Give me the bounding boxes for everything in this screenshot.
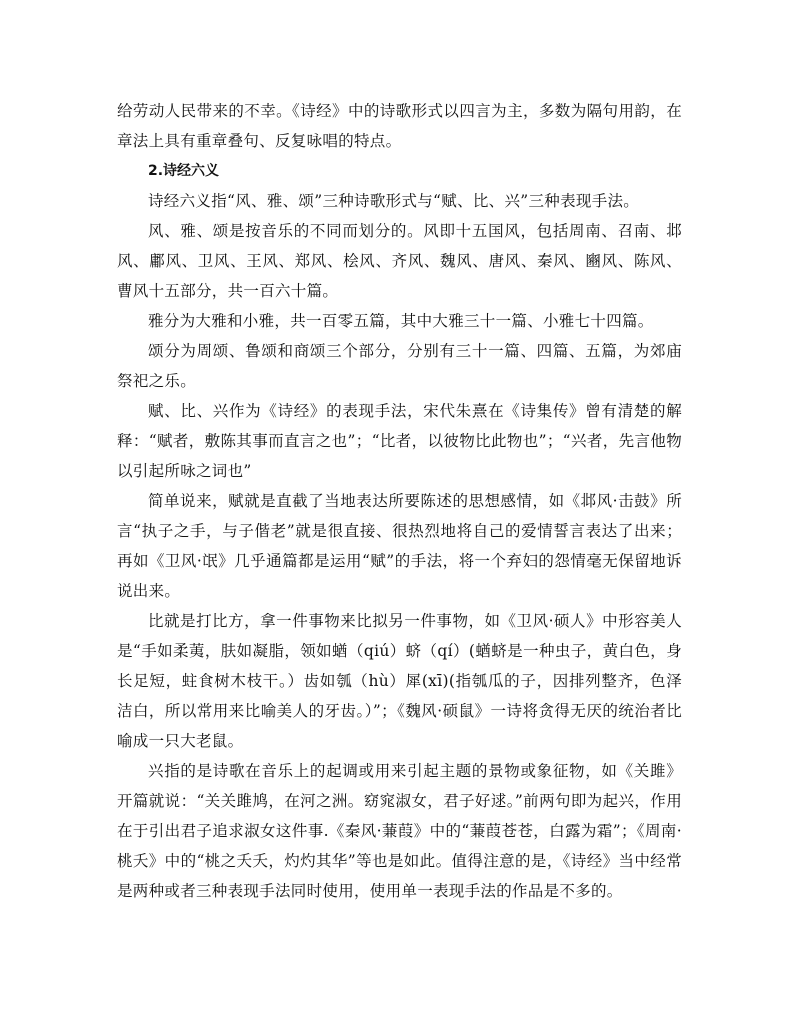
paragraph-song: 颂分为周颂、鲁颂和商颂三个部分，分别有三十一篇、四篇、五篇，为郊庙祭祀之乐。 <box>117 342 682 390</box>
section-heading: 2.诗经六义 <box>148 163 220 179</box>
paragraph-fu-bi-xing: 赋、比、兴作为《诗经》的表现手法，宋代朱熹在《诗集传》曾有清楚的解释：“赋者，敷陈其事而直言之也”；“比者，以彼物比此物也”；“兴者，先言他物以引起所咏之词也” <box>117 402 682 480</box>
article-body <box>117 96 682 906</box>
paragraph-intro-continued: 给劳动人民带来的不幸。《诗经》中的诗歌形式以四言为主，多数为隔句用韵，在章法上具有重章叠句、反复咏唱的特点。 <box>117 102 682 150</box>
paragraph-bi: 比就是打比方，拿一件事物来比拟另一件事物，如《卫风·硕人》中形容美人是“手如柔荑，肤如凝脂，领如蝤（qiú）蛴（qí）(蝤蛴是一种虫子，黄白色，身长足短，蛀食树木枝干。）齿如瓠（hù）犀(xī)(指瓠瓜的子，因排列整齐，色泽洁白，所以常用来比喻美人的牙齿。）”；《魏风·硕鼠》一诗将贪得无厌的统治者比喻成一只大老鼠。 <box>117 612 682 750</box>
paragraph-fu: 简单说来，赋就是直截了当地表达所要陈述的思想感情，如《邶风·击鼓》所言“执子之手，与子偕老”就是很直接、很热烈地将自己的爱情誓言表达了出来；再如《卫风·氓》几乎通篇都是运用“赋”的手法，将一个弃妇的怨情毫无保留地诉说出来。 <box>117 492 682 600</box>
paragraph-ya: 雅分为大雅和小雅，共一百零五篇，其中大雅三十一篇、小雅七十四篇。 <box>148 312 654 330</box>
paragraph-feng: 风、雅、颂是按音乐的不同而划分的。风即十五国风，包括周南、召南、邶风、鄘风、卫风、王风、郑风、桧风、齐风、魏风、唐风、秦风、豳风、陈风、曹风十五部分，共一百六十篇。 <box>117 222 682 300</box>
paragraph-six-meanings: 诗经六义指“风、雅、颂”三种诗歌形式与“赋、比、兴”三种表现手法。 <box>148 192 640 210</box>
paragraph-xing: 兴指的是诗歌在音乐上的起调或用来引起主题的景物或象征物，如《关雎》开篇就说：“关关雎鸠，在河之洲。窈窕淑女，君子好逑。”前两句即为起兴，作用在于引出君子追求淑女这件事.《秦风·蒹葭》中的“蒹葭苍苍，白露为霜”；《周南·桃夭》中的“桃之夭夭，灼灼其华”等也是如此。值得注意的是，《诗经》当中经常是两种或者三种表现手法同时使用，使用单一表现手法的作品是不多的。 <box>117 762 682 900</box>
